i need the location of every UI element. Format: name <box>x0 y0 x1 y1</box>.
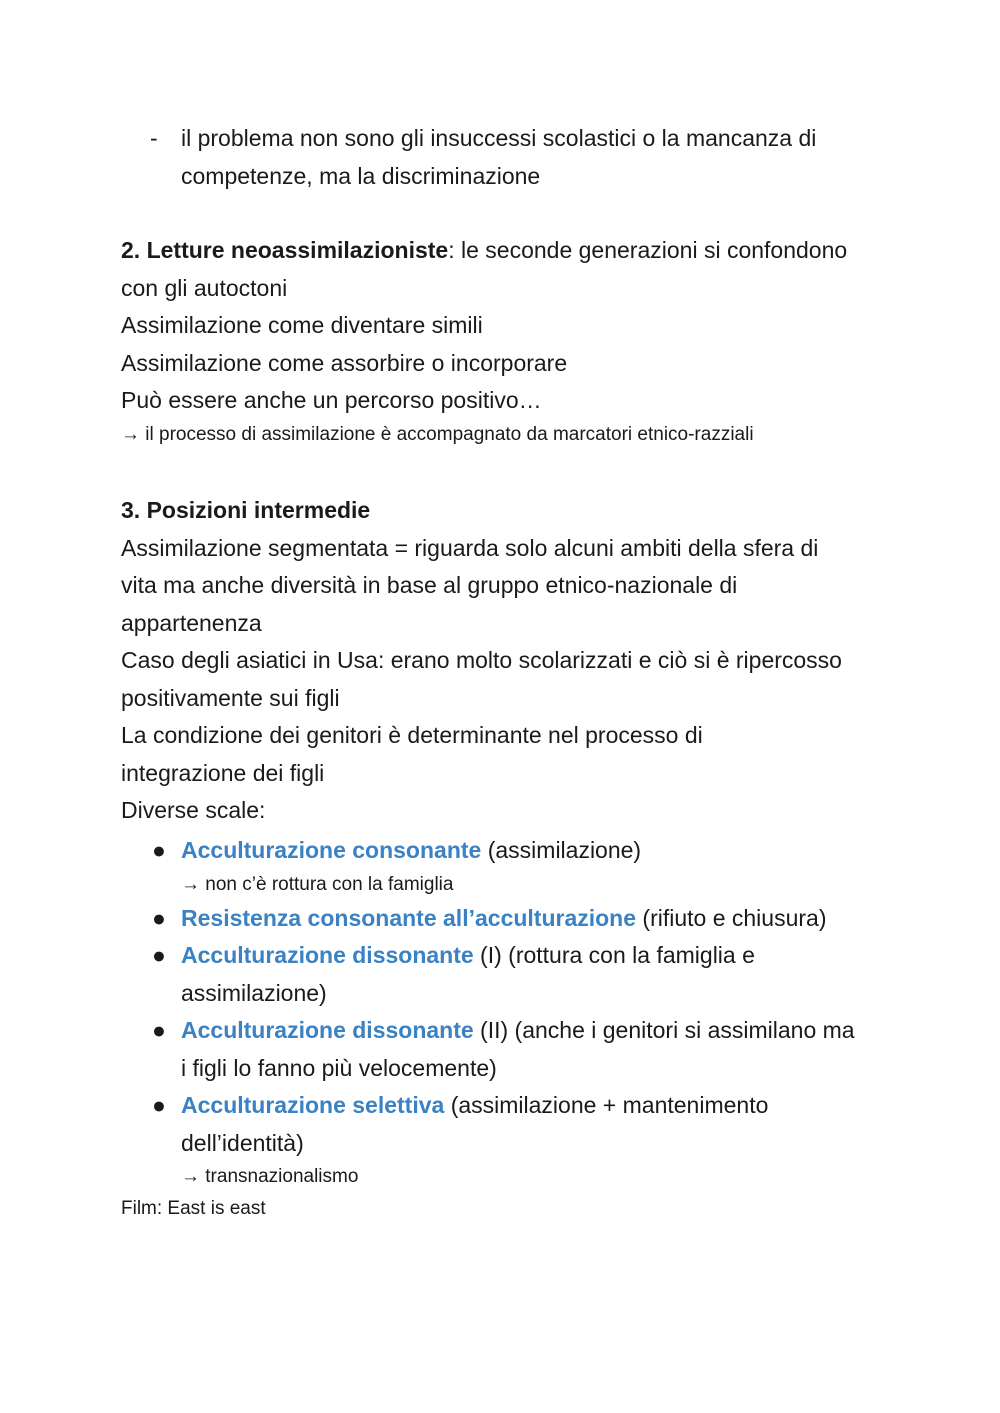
list-item <box>121 1087 891 1192</box>
section-3-line: Caso degli asiatici in Usa: erano molto scolarizzati e ciò si è ripercosso <box>121 647 842 673</box>
bullet-icon: ● <box>152 904 166 931</box>
bullet-desc-cont: dell’identità) <box>181 1129 304 1156</box>
bullet-icon: ● <box>152 837 166 863</box>
list-item <box>121 900 891 938</box>
bullet-desc: (II) (anche i genitori si assimilano ma <box>473 1017 855 1043</box>
scales-list <box>121 832 891 1224</box>
section-2-title: 2. Letture neoassimilazioniste <box>121 237 449 263</box>
section-3-line: La condizione dei genitori è determinante nel processo di <box>121 722 703 748</box>
section-3-line: integrazione dei figli <box>121 759 325 786</box>
section-2-line: Può essere anche un percorso positivo… <box>121 387 542 413</box>
bullet-note: → non c’è rottura con la famiglia <box>181 873 454 895</box>
section-2 <box>121 232 891 450</box>
bullet-term: Resistenza consonante all’acculturazione <box>181 904 637 931</box>
bullet-term: Acculturazione dissonante <box>181 942 474 968</box>
bullet-term: Acculturazione consonante <box>181 837 482 863</box>
list-item <box>121 832 891 900</box>
section-3-line: Diverse scale: <box>121 797 266 823</box>
section-2-heading <box>121 232 891 270</box>
intro-line-2: competenze, ma la discriminazione <box>181 162 541 189</box>
bullet-desc-cont: i figli lo fanno più velocemente) <box>181 1054 497 1081</box>
bullet-desc-cont: assimilazione) <box>181 979 327 1006</box>
section-2-note: → il processo di assimilazione è accompagnato da marcatori etnico-razziali <box>121 423 754 445</box>
section-3-heading <box>121 492 891 530</box>
section-3-line: appartenenza <box>121 609 262 636</box>
footer-note: Film: East is east <box>121 1198 266 1219</box>
bullet-icon: ● <box>152 942 166 968</box>
bullet-icon: ● <box>152 1092 166 1118</box>
intro-line-1: il problema non sono gli insuccessi scolastici o la mancanza di <box>181 125 817 151</box>
bullet-term: Acculturazione dissonante <box>181 1017 474 1043</box>
section-3-line: positivamente sui figli <box>121 684 340 711</box>
bullet-icon: ● <box>152 1017 166 1043</box>
bullet-desc: (rifiuto e chiusura) <box>636 904 827 931</box>
list-item <box>121 1012 891 1087</box>
section-2-heading-cont: con gli autoctoni <box>121 274 288 301</box>
section-2-line: Assimilazione come assorbire o incorporare <box>121 349 568 376</box>
section-2-line: Assimilazione come diventare simili <box>121 312 483 338</box>
section-3-title: 3. Posizioni intermedie <box>121 497 371 523</box>
bullet-note: → transnazionalismo <box>181 1166 359 1187</box>
bullet-term: Acculturazione selettiva <box>181 1092 445 1118</box>
bullet-desc: (assimilazione) <box>481 837 642 863</box>
section-3-line: Assimilazione segmentata = riguarda solo alcuni ambiti della sfera di <box>121 534 819 561</box>
bullet-desc: (assimilazione + mantenimento <box>444 1092 769 1118</box>
bullet-desc: (I) (rottura con la famiglia e <box>473 942 755 968</box>
section-3 <box>121 492 891 830</box>
section-3-line: vita ma anche diversità in base al gruppo etnico-nazionale di <box>121 572 738 598</box>
dash-marker: - <box>150 125 158 151</box>
section-2-heading-rest: : le seconde generazioni si confondono <box>448 237 848 263</box>
list-item <box>121 937 891 1012</box>
